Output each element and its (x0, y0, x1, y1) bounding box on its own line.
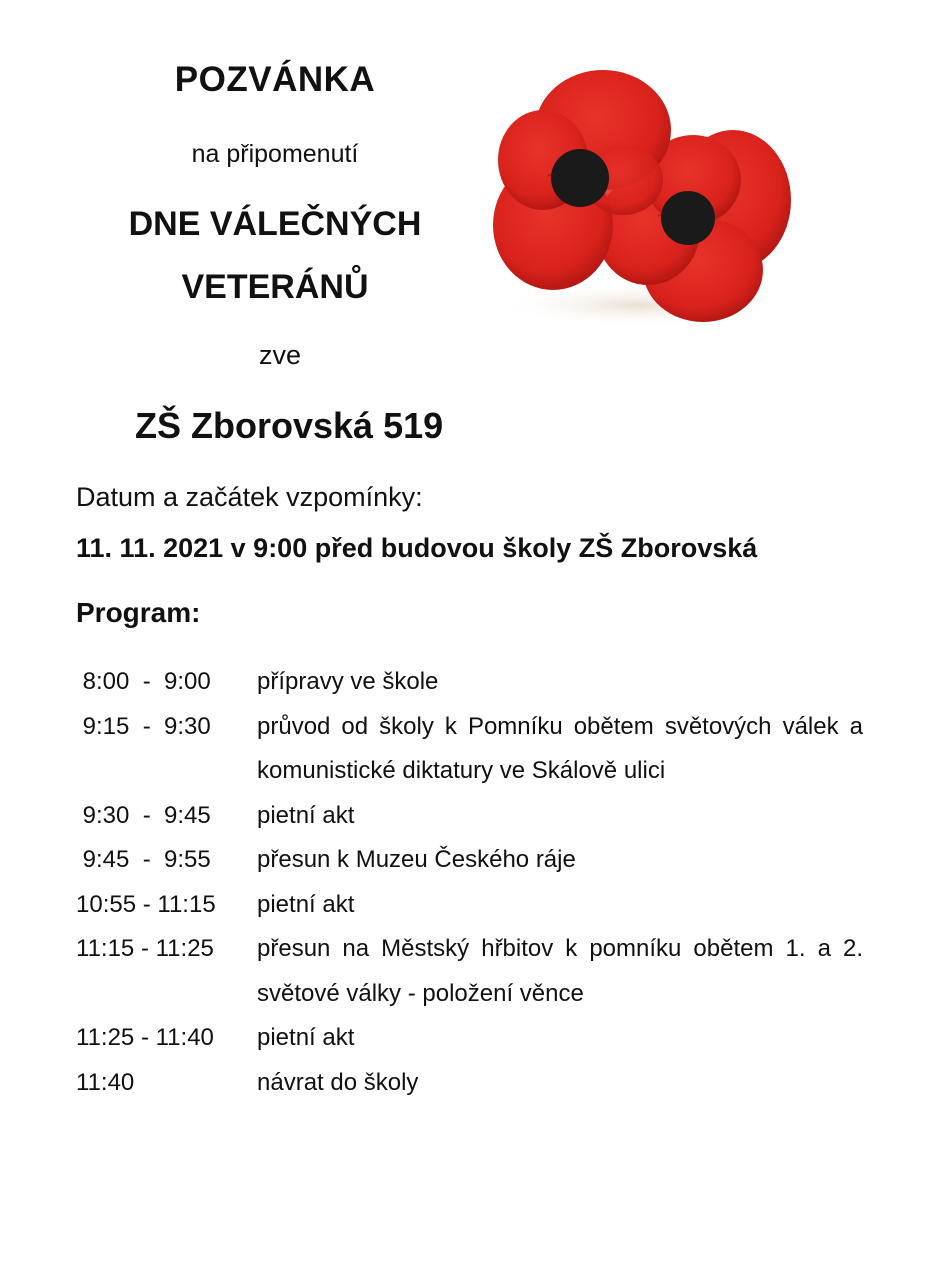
program-schedule (76, 660, 876, 1105)
program-heading: Program: (76, 597, 201, 628)
schedule-time: 10:55 - 11:15 (76, 890, 216, 918)
schedule-activity: pietní akt (257, 801, 355, 829)
schedule-time: 11:25 - 11:40 (76, 1024, 214, 1051)
schedule-activity: pietní akt (257, 1024, 355, 1051)
schedule-activity: pietní akt (257, 890, 355, 918)
schedule-activity: průvod od školy k Pomníku obětem světových válek a komunistické diktatury ve Skálově ulici (257, 712, 863, 784)
schedule-row (76, 1061, 876, 1106)
schedule-time: 9:30 - 9:45 (76, 801, 211, 829)
schedule-row (76, 794, 876, 839)
schedule-row (76, 838, 876, 883)
invitation-subtitle: na připomenutí (191, 140, 359, 168)
schedule-activity: návrat do školy (257, 1068, 419, 1096)
schedule-time: 9:15 - 9:30 (76, 712, 211, 740)
date-value: 11. 11. 2021 v 9:00 před budovou školy ZŠ Zborovská (76, 533, 758, 563)
invitation-title: POZVÁNKA (174, 60, 376, 99)
schedule-row (76, 883, 876, 928)
poppy-icon (488, 55, 798, 335)
invites-word: zve (258, 340, 302, 370)
schedule-row (76, 927, 876, 1016)
school-name: ZŠ Zborovská 519 (135, 405, 444, 446)
schedule-time: 9:45 - 9:55 (76, 846, 211, 873)
event-name-line2: VETERÁNŮ (181, 268, 369, 306)
schedule-activity: přesun na Městský hřbitov k pomníku obětem 1. a 2. světové války - položení věnce (257, 935, 863, 1007)
schedule-time: 11:40 (76, 1068, 135, 1096)
schedule-row (76, 660, 876, 705)
event-name-line1: DNE VÁLEČNÝCH (128, 205, 422, 243)
schedule-activity: přesun k Muzeu Českého ráje (257, 846, 576, 873)
schedule-time: 8:00 - 9:00 (76, 668, 211, 695)
schedule-time: 11:15 - 11:25 (76, 935, 214, 962)
schedule-row (76, 705, 876, 794)
schedule-row (76, 1016, 876, 1061)
schedule-activity: přípravy ve škole (257, 668, 439, 695)
date-label: Datum a začátek vzpomínky: (76, 482, 423, 512)
